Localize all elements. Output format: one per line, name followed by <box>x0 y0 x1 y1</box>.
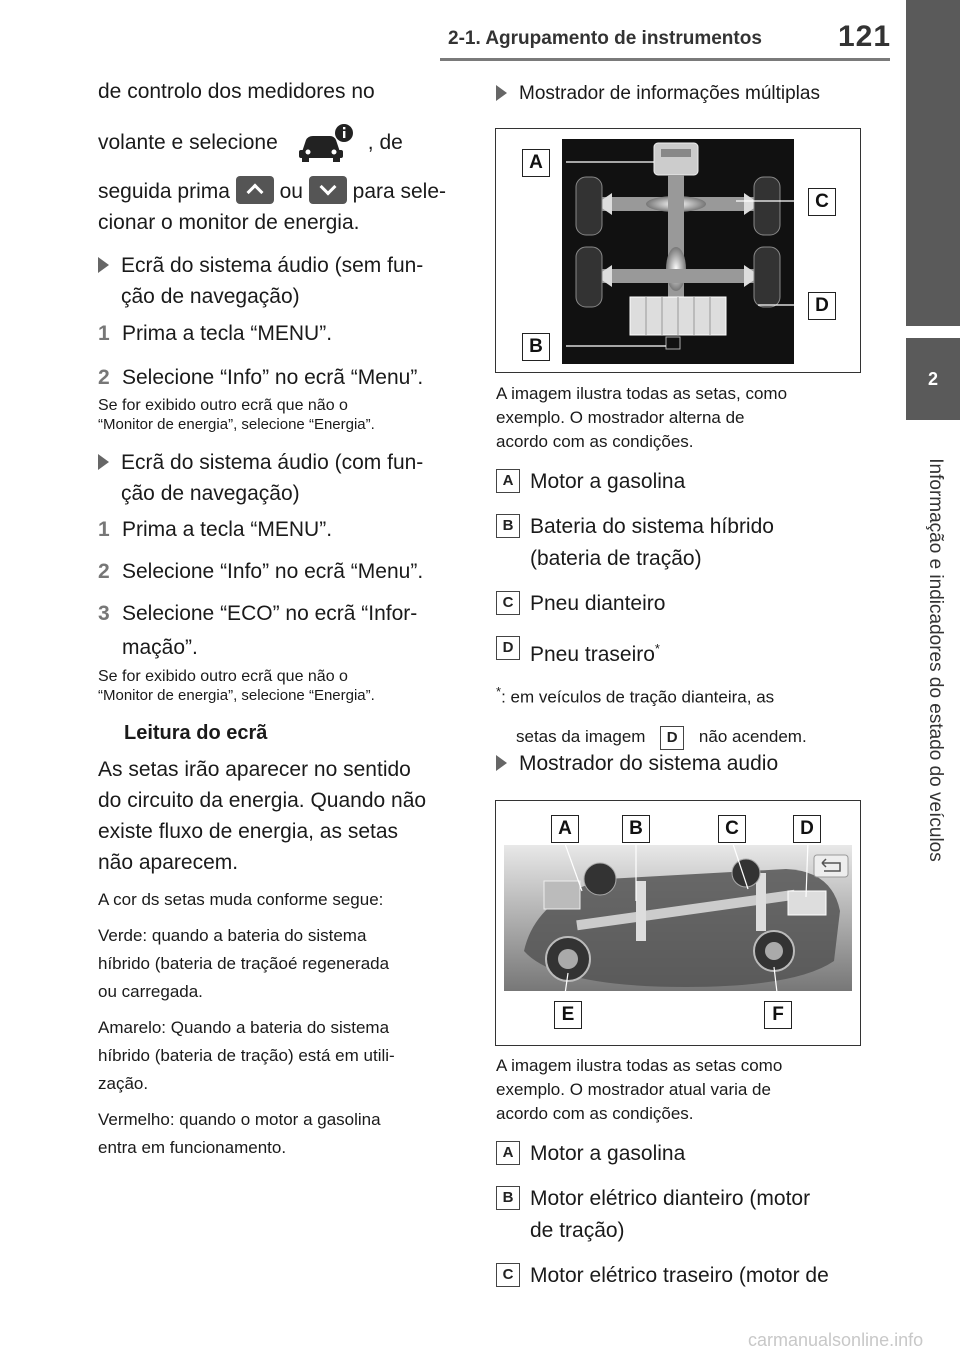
body-text: entra em funcionamento. <box>98 1138 287 1157</box>
chapter-number: 2 <box>927 368 938 389</box>
step-text: Selecione “Info” no ecrã “Menu”. <box>122 560 424 583</box>
intro-text: cionar o monitor de energia. <box>98 211 360 234</box>
header-rule <box>440 58 890 61</box>
intro-text: volante e selecione <box>98 130 278 154</box>
caption-text: exemplo. O mostrador alterna de <box>496 408 745 427</box>
note-text: Se for exibido outro ecrã que não o <box>98 668 348 685</box>
step-text: mação”. <box>122 636 198 659</box>
note-text: Se for exibido outro ecrã que não o <box>98 397 348 414</box>
caption-text: A imagem ilustra todas as setas como <box>496 1056 783 1075</box>
note-text: “Monitor de energia”, selecione “Energia”. <box>98 687 375 704</box>
bullet-triangle-icon <box>496 755 507 771</box>
watermark: carmanualsonline.info <box>748 1330 924 1350</box>
legend-key: B <box>496 1186 520 1210</box>
step-number: 2 <box>98 560 110 583</box>
bullet-triangle-icon <box>98 454 109 470</box>
step-number: 2 <box>98 366 110 389</box>
intro-text: para sele- <box>352 180 447 203</box>
body-text: do circuito da energia. Quando não <box>98 789 427 812</box>
section-heading: Leitura do ecrã <box>124 722 268 744</box>
step-text: Prima a tecla “MENU”. <box>122 322 333 345</box>
figure-label-c: C <box>718 815 746 843</box>
legend-text: Bateria do sistema híbrido <box>530 515 774 538</box>
chapter-tab <box>906 338 960 420</box>
audio-energy-figure <box>495 800 861 1046</box>
step-list <box>98 312 458 400</box>
bullet-title: Mostrador de informações múltiplas <box>519 83 820 104</box>
footnote: *: em veículos de tração dianteira, as setas da imagem D não acendem. <box>496 680 864 752</box>
footnote-text: : em veículos de tração dianteira, as <box>501 687 775 707</box>
legend-text: (bateria de tração) <box>530 547 702 570</box>
body-text: existe fluxo de energia, as setas <box>98 820 399 843</box>
legend-item <box>496 633 660 671</box>
figure-label-b: B <box>522 333 550 361</box>
legend-item <box>496 511 774 575</box>
chevron-down-icon <box>309 176 347 204</box>
figure-label-f: F <box>764 1001 792 1029</box>
body-text: ou carregada. <box>98 982 203 1001</box>
step-number: 1 <box>98 518 110 541</box>
footnote-text: setas da imagem <box>516 726 646 746</box>
body-text: híbrido (bateria de traçãoé regenerada <box>98 954 390 973</box>
vehicle-info-icon <box>292 122 354 162</box>
bullet-title: ção de navegação) <box>121 482 300 505</box>
section-title: 2-1. Agrupamento de instrumentos <box>448 28 762 49</box>
legend-key: C <box>496 1263 520 1287</box>
legend-text: Motor elétrico dianteiro (motor <box>530 1187 811 1210</box>
body-text: não aparecem. <box>98 851 239 874</box>
bullet-title: Ecrã do sistema áudio (sem fun- <box>121 254 424 277</box>
body-text: A cor ds setas muda conforme segue: <box>98 890 384 909</box>
intro-text: ou <box>279 180 303 203</box>
chapter-label: Informação e indicadores do estado do veículos <box>925 458 946 862</box>
figure-label-a: A <box>522 149 550 177</box>
intro-text: , de <box>367 130 403 154</box>
legend-text: Motor elétrico traseiro (motor de <box>530 1264 829 1287</box>
step-text: Prima a tecla “MENU”. <box>122 518 333 541</box>
intro-line-2 <box>98 122 458 162</box>
legend-item <box>496 1138 685 1170</box>
legend-text: Pneu traseiro* <box>530 641 660 666</box>
note-text: “Monitor de energia”, selecione “Energia”. <box>98 416 375 433</box>
reading-paragraph <box>98 754 458 878</box>
legend-item <box>496 1183 810 1247</box>
caption-text: A imagem ilustra todas as setas, como <box>496 384 788 403</box>
legend-key: A <box>496 1141 520 1165</box>
mid-title <box>496 78 864 109</box>
note <box>98 667 458 705</box>
body-text: As setas irão aparecer no sentido <box>98 758 411 781</box>
caption-text: acordo com as condições. <box>496 432 694 451</box>
figure-label-d: D <box>793 815 821 843</box>
figure-caption <box>496 1054 864 1126</box>
bullet-triangle-icon <box>496 85 507 101</box>
legend-key: A <box>496 469 520 493</box>
legend-item <box>496 588 665 620</box>
note <box>98 396 458 434</box>
legend-key: B <box>496 514 520 538</box>
figure-label-d: D <box>808 292 836 320</box>
body-text: Vermelho: quando o motor a gasolina <box>98 1110 381 1129</box>
bullet-title: Ecrã do sistema áudio (com fun- <box>121 451 424 474</box>
legend-text: Motor a gasolina <box>530 470 686 493</box>
step-number: 1 <box>98 322 110 345</box>
legend-key: D <box>496 636 520 660</box>
body-text: Amarelo: Quando a bateria do sistema <box>98 1018 390 1037</box>
intro-text: seguida prima <box>98 180 230 203</box>
legend-text: Pneu dianteiro <box>530 592 666 615</box>
figure-caption <box>496 382 864 454</box>
legend-key: D <box>660 726 684 750</box>
color-list <box>98 886 458 1162</box>
footnote-text: não acendem. <box>698 726 807 746</box>
left-column <box>98 76 458 107</box>
energy-monitor-illustration <box>496 129 860 372</box>
legend-text: de tração) <box>530 1219 625 1242</box>
body-text: zação. <box>98 1074 149 1093</box>
bullet-title: ção de navegação) <box>121 285 300 308</box>
step-list <box>98 509 458 661</box>
step-number: 3 <box>98 602 110 625</box>
intro-line: de controlo dos medidores no <box>98 80 375 103</box>
body-text: híbrido (bateria de tração) está em utili- <box>98 1046 395 1065</box>
audio-title <box>496 748 864 779</box>
figure-label-a: A <box>551 815 579 843</box>
chevron-up-icon <box>236 176 274 204</box>
figure-label-e: E <box>554 1001 582 1029</box>
caption-text: exemplo. O mostrador atual varia de <box>496 1080 771 1099</box>
caption-text: acordo com as condições. <box>496 1104 694 1123</box>
bullet-audio-nav <box>98 447 458 509</box>
step-text: Selecione “ECO” no ecrã “Infor- <box>122 602 418 625</box>
bullet-audio-no-nav <box>98 250 458 312</box>
legend-key: C <box>496 591 520 615</box>
legend-item <box>496 466 685 498</box>
legend-text: Motor a gasolina <box>530 1142 686 1165</box>
figure-label-c: C <box>808 188 836 216</box>
figure-label-b: B <box>622 815 650 843</box>
body-text: Verde: quando a bateria do sistema <box>98 926 367 945</box>
step-text: Selecione “Info” no ecrã “Menu”. <box>122 366 424 389</box>
intro-line-3 <box>98 176 458 238</box>
energy-monitor-figure <box>495 128 861 373</box>
side-tab-bar <box>906 0 960 326</box>
bullet-triangle-icon <box>98 257 109 273</box>
legend-item <box>496 1260 829 1292</box>
bullet-title: Mostrador do sistema audio <box>519 752 779 775</box>
page-number: 121 <box>838 20 892 53</box>
